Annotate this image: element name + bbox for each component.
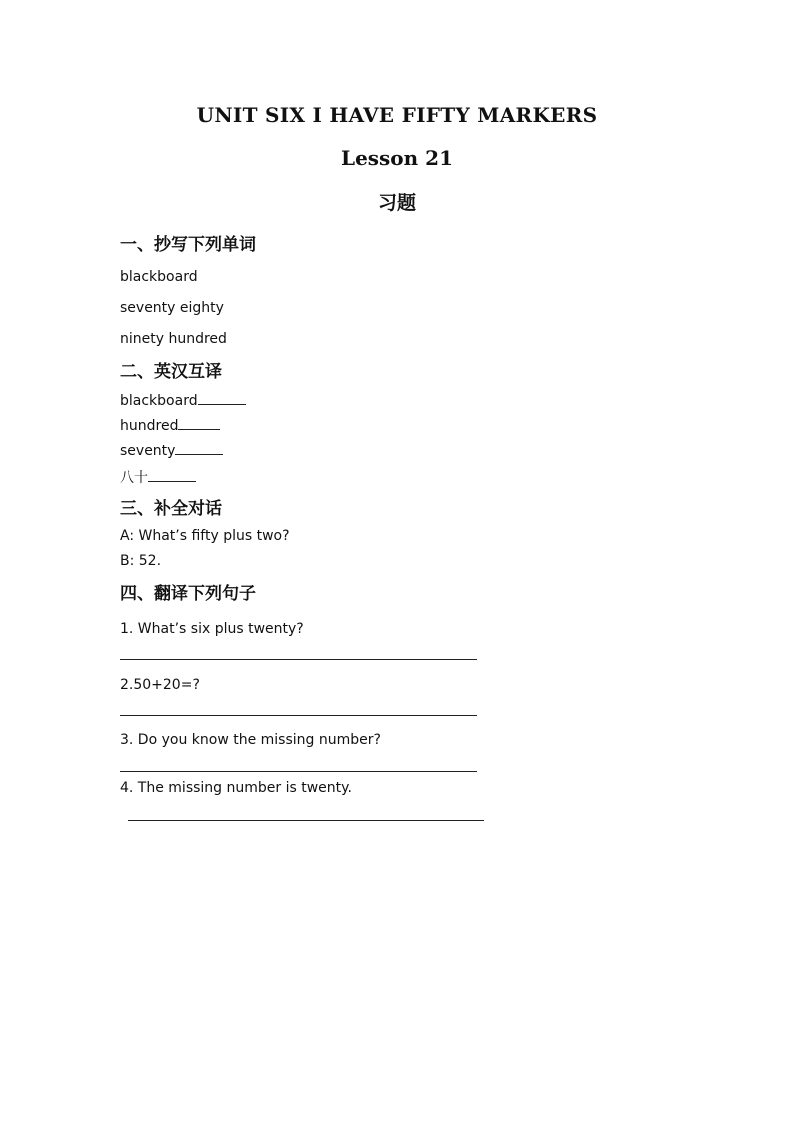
copy-word-line: seventy eighty [120, 300, 224, 316]
answer-line[interactable] [120, 659, 477, 660]
translate-sentence: 3. Do you know the missing number? [120, 732, 381, 748]
translate-item [120, 391, 246, 409]
section-3-heading: 三、补全对话 [120, 499, 222, 519]
translate-sentence: 2.50+20=? [120, 677, 200, 693]
section-2-heading: 二、英汉互译 [120, 362, 222, 382]
section-4-heading: 四、翻译下列句子 [120, 584, 256, 604]
dialogue-line: B: 52. [120, 553, 162, 569]
translate-word: blackboard [120, 393, 198, 409]
translate-word: 八十 [120, 470, 148, 486]
answer-blank[interactable] [198, 391, 246, 405]
answer-blank[interactable] [148, 468, 196, 482]
answer-blank[interactable] [175, 441, 223, 455]
answer-blank[interactable] [178, 416, 220, 430]
exercise-subtitle: 习题 [377, 192, 416, 214]
translate-word: seventy [120, 443, 176, 459]
lesson-title: Lesson 21 [341, 146, 453, 170]
translate-sentence: 1. What’s six plus twenty? [120, 621, 304, 637]
translate-word: hundred [120, 418, 179, 434]
copy-word-line: blackboard [120, 269, 198, 285]
translate-item [120, 467, 196, 487]
section-1-heading: 一、抄写下列单词 [120, 235, 256, 255]
translate-sentence: 4. The missing number is twenty. [120, 780, 352, 796]
dialogue-line: A: What’s fifty plus two? [120, 528, 290, 544]
answer-line[interactable] [120, 771, 477, 772]
answer-line[interactable] [120, 715, 477, 716]
answer-line[interactable] [128, 820, 484, 821]
translate-item [120, 441, 223, 459]
translate-item [120, 416, 220, 434]
copy-word-line: ninety hundred [120, 331, 227, 347]
page-title: UNIT SIX I HAVE FIFTY MARKERS [196, 103, 598, 127]
